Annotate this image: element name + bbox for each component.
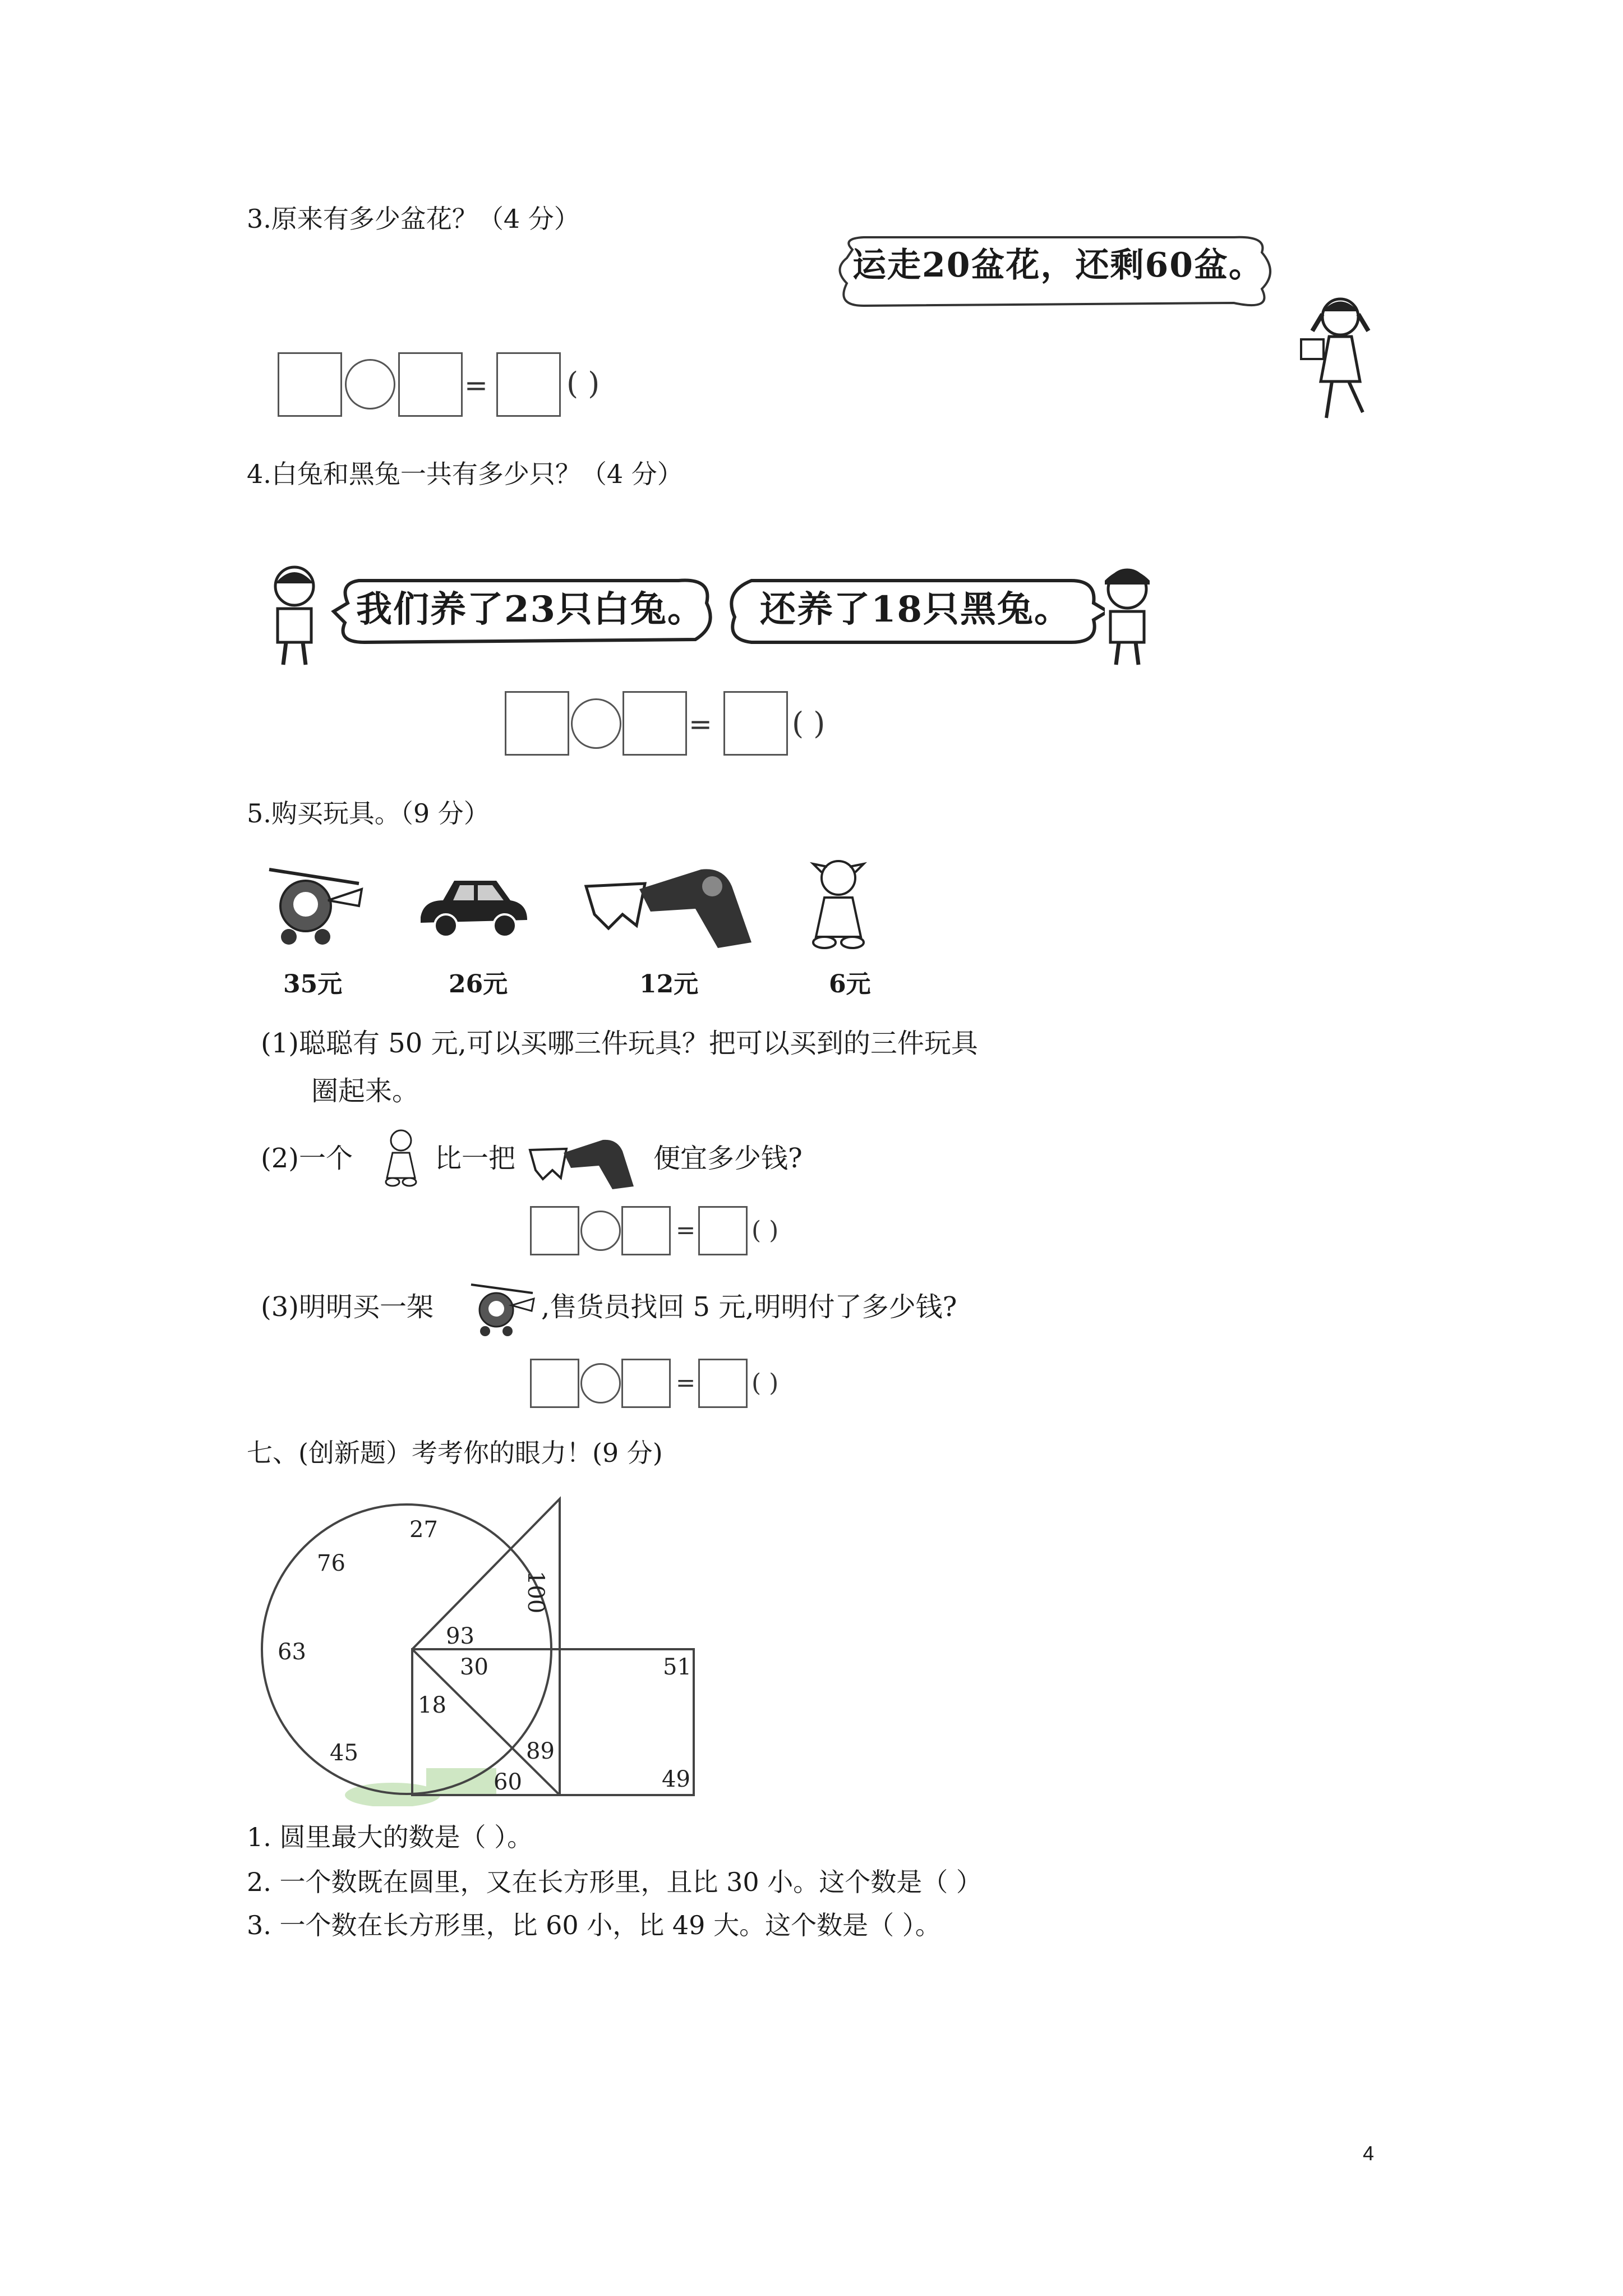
drill-toy-icon (583, 858, 757, 954)
unit-paren[interactable]: ( ) (566, 366, 600, 401)
operator-circle[interactable] (571, 698, 621, 749)
doll-icon (379, 1125, 423, 1189)
answer-box[interactable] (623, 691, 687, 756)
page-number: 4 (1363, 2142, 1375, 2165)
q4-title: 4.白兔和黑兔一共有多少只？（4 分） (247, 459, 683, 489)
figure-number: 27 (409, 1517, 438, 1543)
helicopter-icon (465, 1276, 538, 1341)
answer-box[interactable] (621, 1359, 671, 1408)
toy-price: 26元 (449, 970, 508, 999)
figure-number: 60 (494, 1769, 522, 1795)
answer-box[interactable] (723, 691, 788, 756)
toy-price: 12元 (639, 970, 699, 999)
unit-paren[interactable]: ( ) (792, 706, 826, 741)
q4-speech-right: 还养了18只黑兔。 (760, 588, 1072, 631)
operator-circle[interactable] (345, 359, 395, 409)
answer-box[interactable] (698, 1206, 748, 1255)
figure-number: 100 (523, 1571, 548, 1614)
figure-number: 30 (460, 1654, 488, 1680)
operator-circle[interactable] (580, 1211, 621, 1251)
answer-box[interactable] (496, 352, 561, 417)
q7-question-3: 3. 一个数在长方形里，比 60 小，比 49 大。这个数是（ ）。 (247, 1910, 941, 1940)
equals-sign: = (676, 1216, 696, 1244)
car-toy-icon (415, 869, 533, 942)
answer-box[interactable] (530, 1359, 579, 1408)
figure-number: 51 (663, 1654, 691, 1680)
q5-title: 5.购买玩具。（9 分） (247, 798, 490, 829)
figure-number: 89 (526, 1738, 555, 1764)
operator-circle[interactable] (580, 1363, 621, 1404)
girl-icon (1290, 286, 1391, 426)
doll-toy-icon (802, 853, 875, 954)
q7-title: 七、(创新题）考考你的眼力！(9 分) (247, 1438, 663, 1468)
q5-sub3-part-a: (3)明明买一架 (261, 1291, 434, 1323)
q7-question-2: 2. 一个数既在圆里，又在长方形里，且比 30 小。这个数是（ ） (247, 1867, 982, 1897)
equals-sign: = (676, 1369, 696, 1396)
answer-box[interactable] (278, 352, 342, 417)
unit-paren[interactable]: ( ) (751, 1369, 779, 1397)
q5-sub1-line1: (1)聪聪有 50 元,可以买哪三件玩具？把可以买到的三件玩具 (261, 1028, 978, 1059)
q5-sub1-line2: 圈起来。 (311, 1075, 419, 1107)
q4-speech-left: 我们养了23只白兔。 (356, 588, 705, 631)
shapes-figure (247, 1492, 712, 1806)
figure-number: 45 (330, 1740, 358, 1766)
equals-sign: = (689, 708, 712, 740)
equals-sign: = (464, 369, 488, 402)
q5-sub2-part-b: 比一把 (435, 1143, 516, 1174)
q3-speech: 运走20盆花，还剩60盆。 (852, 246, 1264, 285)
answer-box[interactable] (398, 352, 463, 417)
toy-price: 6元 (829, 970, 871, 999)
answer-box[interactable] (621, 1206, 671, 1255)
answer-box[interactable] (530, 1206, 579, 1255)
q5-sub2-part-c: 便宜多少钱? (653, 1143, 803, 1174)
girl-cap-icon (1096, 561, 1158, 668)
q7-question-1: 1. 圆里最大的数是（ ）。 (247, 1822, 533, 1852)
unit-paren[interactable]: ( ) (751, 1216, 779, 1245)
q3-title: 3.原来有多少盆花？（4 分） (247, 204, 580, 234)
figure-number: 93 (446, 1623, 474, 1649)
boy-icon (264, 561, 325, 668)
figure-number: 63 (278, 1639, 306, 1665)
figure-number: 76 (317, 1550, 345, 1576)
helicopter-toy-icon (258, 858, 370, 954)
answer-box[interactable] (505, 691, 569, 756)
answer-box[interactable] (698, 1359, 748, 1408)
drill-icon (527, 1133, 639, 1189)
q5-sub3-part-b: ,售货员找回 5 元,明明付了多少钱? (541, 1291, 957, 1323)
figure-number: 49 (662, 1766, 690, 1792)
figure-number: 18 (418, 1692, 446, 1718)
q5-sub2-part-a: (2)一个 (261, 1143, 353, 1174)
toy-price: 35元 (283, 970, 343, 999)
